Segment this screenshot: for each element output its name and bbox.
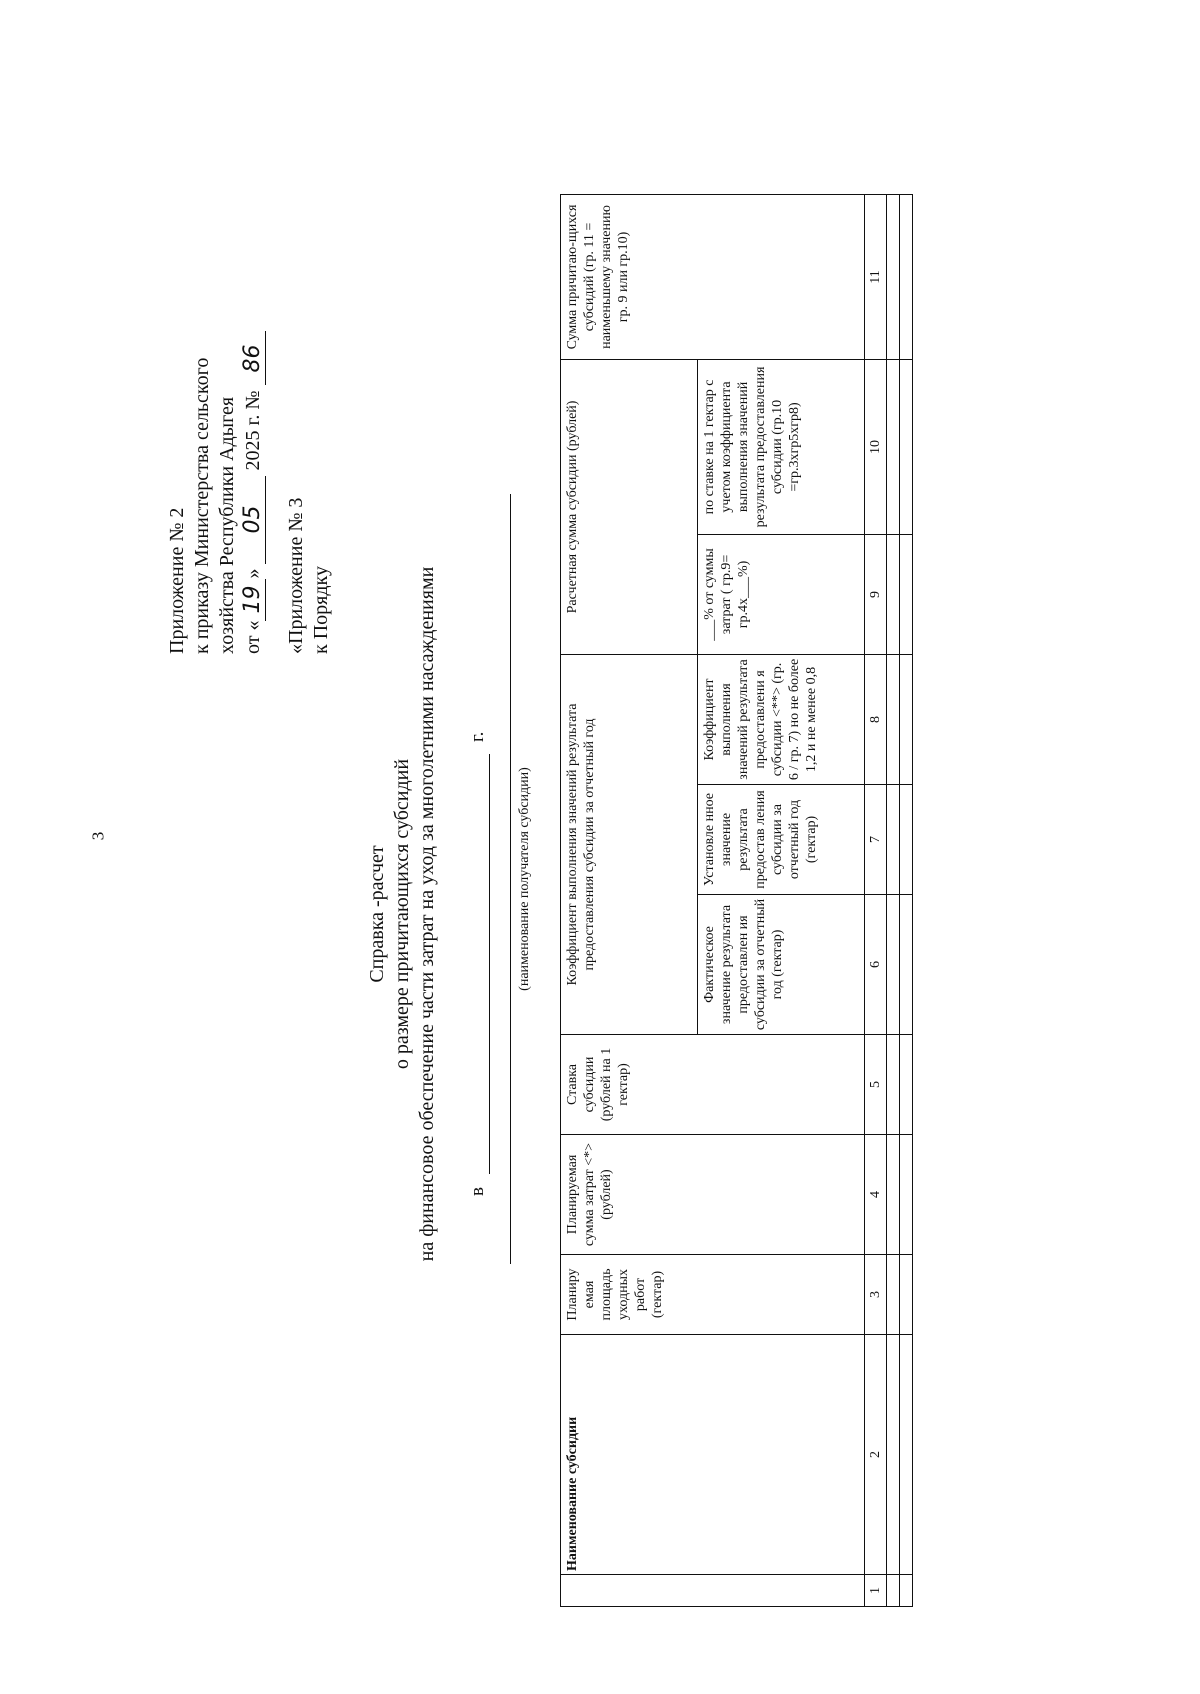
annex-sub-line-1: «Приложение № 3 xyxy=(285,497,307,654)
table-cell xyxy=(887,895,900,1035)
header-cell-empty xyxy=(561,1575,865,1607)
col-number: 10 xyxy=(865,359,887,534)
header-calculated-sum-group: Расчетная сумма субсидии (рублей) xyxy=(561,359,698,654)
page-number: 3 xyxy=(88,831,108,841)
table-cell xyxy=(887,534,900,654)
table-cell xyxy=(887,1255,900,1335)
header-percent-of-costs: ___% от суммы затрат ( гр.9= гр.4х___%) xyxy=(698,534,865,654)
title-line-3: на финансовое обеспечение части затрат на уход за многолетними насаждениями xyxy=(416,566,438,1262)
header-set-value: Установле нное значение результата предостав ления субсидии за отчетный год (гектар) xyxy=(698,785,865,895)
date-prefix: от « xyxy=(242,620,264,654)
recipient-blank xyxy=(489,754,490,1174)
date-day-handwritten: 19 xyxy=(240,579,266,621)
table-cell xyxy=(900,1575,913,1607)
col-number: 1 xyxy=(865,1575,887,1607)
header-subsidy-rate: Ставка субсидии (рублей на 1 гектар) xyxy=(561,1035,865,1135)
table-row xyxy=(900,194,913,1606)
header-subsidy-sum: Сумма причитаю-щихся субсидий (гр. 11 = наименьшему значению гр. 9 или гр.10) xyxy=(561,194,865,359)
col-number: 8 xyxy=(865,654,887,784)
rotated-page xyxy=(155,154,1200,1654)
table-cell xyxy=(900,895,913,1035)
header-per-hectare-rate: по ставке на 1 гектар с учетом коэффициента выполнения значений результата предоставления субсидии (гр.10 =гр.3хгр5хгр8) xyxy=(698,359,865,534)
col-number: 3 xyxy=(865,1255,887,1335)
table-cell xyxy=(900,194,913,359)
annex-date-line xyxy=(240,331,266,654)
annex-line-1: Приложение № 2 xyxy=(166,507,188,654)
table-cell xyxy=(887,1335,900,1575)
col-number: 7 xyxy=(865,785,887,895)
annex-line-3: хозяйства Республики Адыгея xyxy=(216,396,238,654)
table-cell xyxy=(900,654,913,784)
table-cell xyxy=(900,1135,913,1255)
header-coefficient: Коэффициент выполнения значений результата предоставлени я субсидии <**> (гр. 6 / гр. 7) но не более 1,2 и не менее 0,8 xyxy=(698,654,865,784)
table-cell xyxy=(887,785,900,895)
header-planned-costs: Планируемая сумма затрат <*> (рублей) xyxy=(561,1135,865,1255)
date-year: 2025 г. № xyxy=(242,390,264,471)
table-cell xyxy=(900,1035,913,1135)
header-row-1 xyxy=(561,194,698,1606)
annex-line-2: к приказу Министерства сельского xyxy=(191,357,213,654)
table-cell xyxy=(887,1575,900,1607)
annex-block xyxy=(165,331,334,654)
table-cell xyxy=(887,654,900,784)
title-line-1: Справка -расчет xyxy=(366,845,388,983)
table-cell xyxy=(900,534,913,654)
recipient-name-line xyxy=(510,494,511,1264)
table-cell xyxy=(900,785,913,895)
col-number: 9 xyxy=(865,534,887,654)
col-number: 4 xyxy=(865,1135,887,1255)
table-row xyxy=(887,194,900,1606)
annex-sub-line-2: к Порядку xyxy=(310,566,332,654)
col-number: 6 xyxy=(865,895,887,1035)
table-cell xyxy=(887,1035,900,1135)
table-cell xyxy=(900,359,913,534)
title-line-2: о размере причитающихся субсидий xyxy=(391,758,413,1070)
date-month-handwritten: 05 xyxy=(240,476,266,564)
header-actual-value: Фактическое значение результата предоставлен ия субсидии за отчетный год (гектар) xyxy=(698,895,865,1035)
subsidy-calculation-table xyxy=(560,194,913,1607)
col-number: 2 xyxy=(865,1335,887,1575)
table-cell xyxy=(887,1135,900,1255)
header-planned-area: Планиру емая площадь уходных работ (гектар) xyxy=(561,1255,865,1335)
table-cell xyxy=(900,1335,913,1575)
column-number-row xyxy=(865,194,887,1606)
header-coefficient-group: Коэффициент выполнения значений результата предоставления субсидии за отчетный год xyxy=(561,654,698,1034)
table-cell xyxy=(887,194,900,359)
table-cell xyxy=(887,359,900,534)
recipient-prefix: в xyxy=(467,1187,488,1196)
order-number-handwritten: 86 xyxy=(240,331,266,385)
header-subsidy-name: Наименование субсидии xyxy=(561,1335,865,1575)
date-mid: » xyxy=(242,568,264,579)
table-cell xyxy=(900,1255,913,1335)
recipient-suffix: г. xyxy=(467,731,488,742)
recipient-caption: (наименование получателя субсидии) xyxy=(517,767,532,991)
col-number: 5 xyxy=(865,1035,887,1135)
col-number: 11 xyxy=(865,194,887,359)
document-title xyxy=(365,354,440,1474)
